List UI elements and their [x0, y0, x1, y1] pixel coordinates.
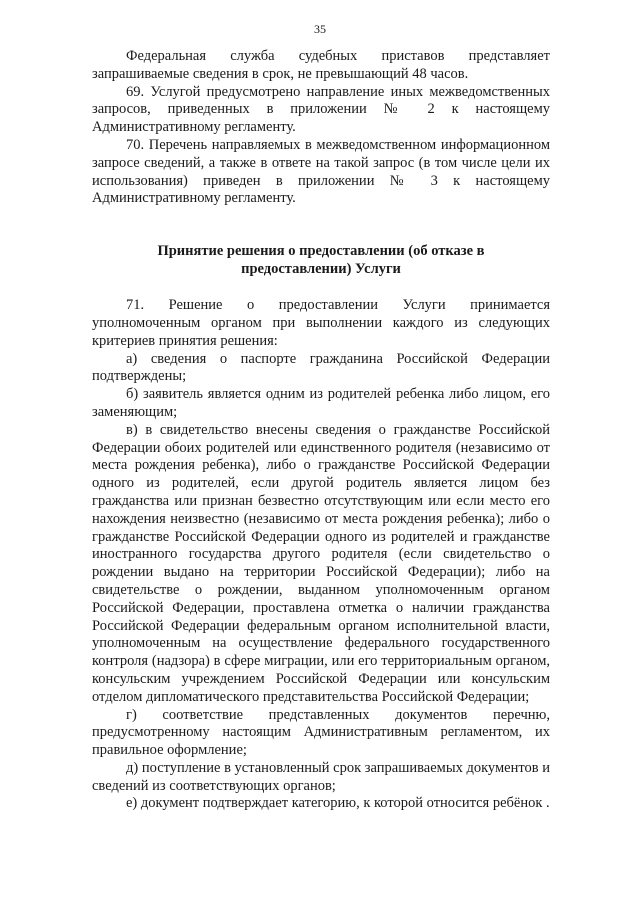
criterion-g: г) соответствие представленных документов перечню, предусмотренному настоящим Административным регламентом, их правильное оформление; [92, 706, 550, 759]
criterion-e: е) документ подтверждает категорию, к которой относится ребёнок . [126, 795, 550, 812]
page-number: 35 [314, 22, 326, 36]
document-body [92, 48, 550, 813]
paragraph-70: 70. Перечень направляемых в межведомственном информационном запросе сведений, а также в ответе на такой запрос (в том числе цели их использования) приведен в приложении № 3 к настоящему Административному регламенту. [92, 136, 550, 207]
paragraph-69: 69. Услугой предусмотрено направление иных межведомственных запросов, приведенных в приложении № 2 к настоящему Административному регламенту. [92, 83, 550, 136]
paragraph-71: 71. Решение о предоставлении Услуги принимается уполномоченным органом при выполнении каждого из следующих критериев принятия решения: [92, 297, 550, 349]
criterion-a: а) сведения о паспорте гражданина Российской Федерации подтверждены; [92, 350, 550, 385]
criterion-v: в) в свидетельство внесены сведения о гражданстве Российской Федерации обоих родителей или единственного родителя (независимо от места рождения ребенка), либо о гражданстве Российской Федерации одного из родителей, если другой родитель является лицом без гражданства или признан безвестно отсутствующим или если место его нахождения неизвестно (независимо от места рождения ребенка); либо о гражданстве Российской Федерации одного из родителей и гражданстве иностранного государства другого родителя (если свидетельство о рождении выдано на территории Российской Федерации); либо на свидетельстве о рождении, выданном уполномоченным органом Российской Федерации, проставлена отметка о наличии гражданства Российской Федерации федеральным органом исполнительной власти, уполномоченным на осуществление федерального государственного контроля (надзора) в сфере миграции, или его территориальным органом, консульским учреждением Российской Федерации или консульским отделом дипломатического представительства Российской Федерации; [92, 421, 550, 705]
section-heading: Принятие решения о предоставлении (об отказе в предоставлении) Услуги [157, 243, 485, 278]
criterion-d: д) поступление в установленный срок запрашиваемых документов и сведений из соответствующих органов; [92, 759, 550, 794]
paragraph-fssp-response: Федеральная служба судебных приставов представляет запрашиваемые сведения в срок, не превышающий 48 часов. [92, 48, 550, 82]
criterion-b: б) заявитель является одним из родителей ребенка либо лицом, его заменяющим; [92, 386, 550, 420]
